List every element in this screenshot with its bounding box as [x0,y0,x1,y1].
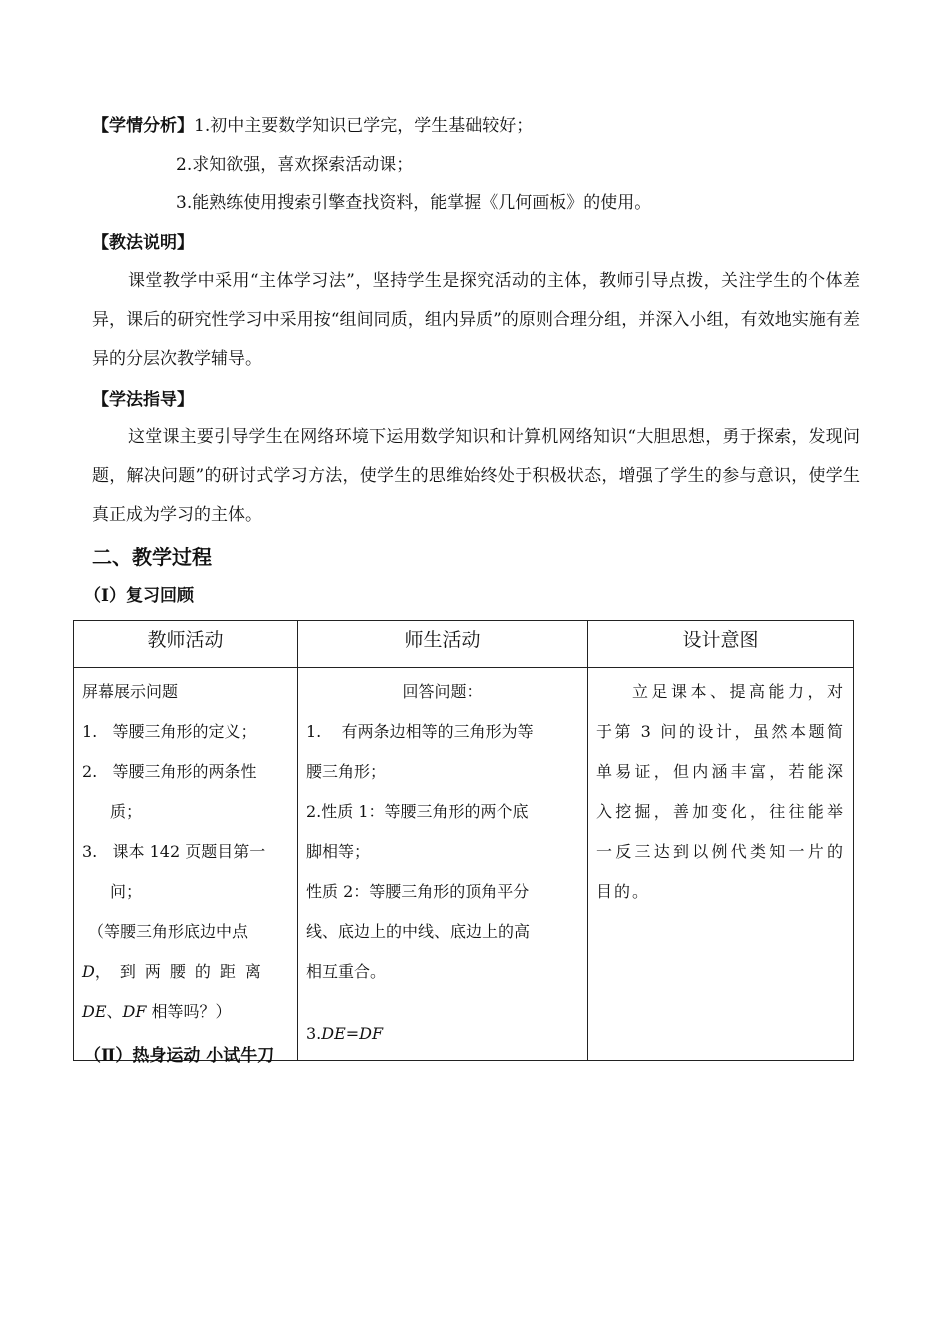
q3-text: 课本 142 页题目第一 [112,842,266,861]
table-row [74,668,854,1061]
header-student: 师生活动 [298,621,588,668]
q1-num: 1. [82,722,98,741]
xuefa-heading: 【学法指导】 [92,390,194,410]
student-a3: 性质 2：等腰三角形的顶角平分 [306,882,530,901]
teacher-q3-cont: 问； [110,882,143,901]
note3-sep: 、 [106,1002,123,1021]
teacher-q1 [82,712,289,752]
a4-prefix: 3. [306,1024,322,1043]
teacher-q2 [82,752,289,792]
q1-text: 等腰三角形的定义； [112,722,257,741]
review-table [73,620,854,1061]
teacher-intro: 屏幕展示问题 [82,682,179,701]
part1-title: （Ⅰ）复习回顾 [84,586,194,606]
a4-formula: DE=DF [321,1024,384,1043]
teacher-note-3 [82,992,289,1032]
var-df: DF [122,1002,147,1021]
header-teacher: 教师活动 [74,621,298,668]
jiaofa-heading: 【教法说明】 [92,233,194,253]
q2-num: 2. [82,762,98,781]
xueqing-item-3: 3.能熟练使用搜索引擎查找资料，能掌握《几何画板》的使用。 [176,193,652,213]
design-cell [588,668,854,1061]
a1-text: 有两条边相等的三角形为等 [341,722,534,741]
student-a2-cont: 脚相等； [306,842,371,861]
xueqing-item-2: 2.求知欲强，喜欢探索活动课； [176,155,414,175]
student-a2: 2.性质 1：等腰三角形的两个底 [306,802,529,821]
a1-num: 1. [306,722,322,741]
part2-title: （Ⅱ）热身运动 小试牛刀 [84,1046,275,1066]
var-de: DE [82,1002,107,1021]
note2-text: ，到两腰的距离 [94,962,270,981]
teacher-cell [74,668,298,1061]
student-a3-cont1: 线、底边上的中线、底边上的高 [306,922,531,941]
teacher-note-2 [82,952,289,992]
teacher-note-1: （等腰三角形底边中点 [88,922,249,941]
student-a4 [306,1014,579,1054]
table-header-row [74,621,854,668]
teacher-q3 [82,832,289,872]
var-d: D [82,962,95,981]
student-a1-cont: 腰三角形； [306,762,387,781]
design-text: 立足课本、提高能力，对于第 3 问的设计，虽然本题简单易证，但内涵丰富，若能深入挖掘，善加变化，往往能举一反三达到以例代类知一片的目的。 [596,682,845,901]
xueqing-item-1: 1.初中主要数学知识已学完，学生基础较好； [194,116,534,136]
xueqing-line-1 [92,114,533,138]
q2-text: 等腰三角形的两条性 [112,762,257,781]
teacher-q2-cont: 质； [110,802,143,821]
note3-text: 相等吗？） [146,1002,232,1021]
xueqing-heading: 【学情分析】 [92,116,194,136]
student-a3-cont2: 相互重合。 [306,962,387,981]
q3-num: 3. [82,842,98,861]
student-a1 [306,712,579,752]
section-title: 二、教学过程 [92,545,212,569]
jiaofa-body: 课堂教学中采用“主体学习法”，坚持学生是探究活动的主体，教师引导点拨，关注学生的个体差异，课后的研究性学习中采用按“组间同质，组内异质”的原则合理分组，并深入小组，有效地实施有差异的分层次教学辅导。 [92,271,860,369]
header-design: 设计意图 [588,621,854,668]
student-intro: 回答问题： [402,682,483,701]
xuefa-body: 这堂课主要引导学生在网络环境下运用数学知识和计算机网络知识“大胆思想，勇于探索，发现问题，解决问题”的研讨式学习方法，使学生的思维始终处于积极状态，增强了学生的参与意识，使学生真正成为学习的主体。 [92,427,860,525]
student-cell [298,668,588,1061]
